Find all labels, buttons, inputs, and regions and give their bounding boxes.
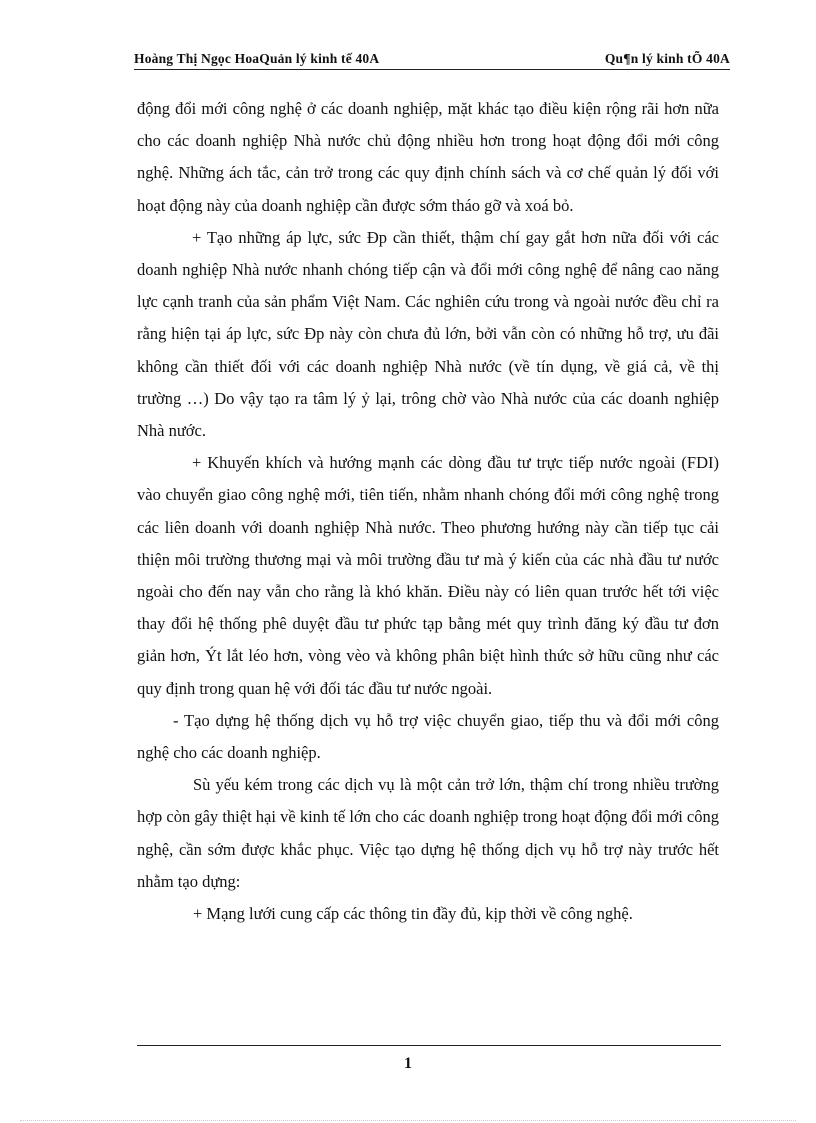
paragraph-info-network: + Mạng lưới cung cấp các thông tin đầy đủ, kịp thời về công nghệ. <box>193 904 633 924</box>
header-left-text: Hoàng Thị Ngọc HoaQuản lý kinh tế 40A <box>134 51 380 66</box>
paragraph-weakness: Sù yếu kém trong các dịch vụ là một cản trở lớn, thậm chí trong nhiều trường hợp còn gây thiệt hại về kinh tế lớn cho các doanh nghiệp trong hoạt động đổi mới công nghệ, cần sớm được khắc phục. Việc tạo dựng hệ thống dịch vụ hỗ trợ này trước hết nhằm tạo dựng: <box>137 775 719 891</box>
header-right-text: Qu¶n lý kinh tÕ 40A <box>604 51 730 66</box>
document-body <box>137 93 719 930</box>
paragraph-service-system: - Tạo dựng hệ thống dịch vụ hỗ trợ việc chuyển giao, tiếp thu và đổi mới công nghệ cho các doanh nghiệp. <box>137 710 719 763</box>
paragraph-continuation: động đổi mới công nghệ ở các doanh nghiệp, mặt khác tạo điều kiện rộng rãi hơn nữa cho các doanh nghiệp Nhà nước chủ động nhiều hơn trong hoạt động đổi mới công nghệ. Những ách tắc, cản trở trong các quy định chính sách và cơ chế quản lý đối với hoạt động này của doanh nghiệp cần được sớm tháo gỡ và xoá bỏ. <box>137 99 719 215</box>
page-number: 1 <box>404 1055 412 1072</box>
page-header <box>134 51 730 70</box>
paragraph-pressure: + Tạo những áp lực, sức Đp cần thiết, thậm chí gay gắt hơn nữa đối với các doanh nghiệp Nhà nước nhanh chóng tiếp cận và đổi mới công nghệ để nâng cao năng lực cạnh tranh của sản phẩm Việt Nam. Các nghiên cứu trong và ngoài nước đều chỉ ra rằng hiện tại áp lực, sức Đp này còn chưa đủ lớn, bởi vẫn còn có những hỗ trợ, ưu đãi không cần thiết đối với các doanh nghiệp Nhà nước (về tín dụng, về giá cả, về thị trường …) Do vậy tạo ra tâm lý ỷ lại, trông chờ vào Nhà nước của các doanh nghiệp Nhà nước. <box>137 227 719 441</box>
page-edge-divider <box>20 1120 796 1121</box>
paragraph-fdi: + Khuyến khích và hướng mạnh các dòng đầu tư trực tiếp nước ngoài (FDI) vào chuyển giao công nghệ mới, tiên tiến, nhằm nhanh chóng đổi mới công nghệ trong các liên doanh với doanh nghiệp Nhà nước. Theo phương hướng này cần tiếp tục cải thiện môi trường thương mại và môi trường đầu tư mà ý kiến của các nhà đầu tư nước ngoài cho đến nay vẫn cho rằng là khó khăn. Điều này có liên quan trước hết tới việc thay đổi hệ thống phê duyệt đầu tư phức tạp bằng mét quy trình đăng ký đầu tư đơn giản hơn, Ýt lắt léo hơn, vòng vèo và không phân biệt hình thức sở hữu cũng như các quy định trong quan hệ với đối tác đầu tư nước ngoài. <box>137 453 719 698</box>
footer-divider <box>137 1045 721 1046</box>
